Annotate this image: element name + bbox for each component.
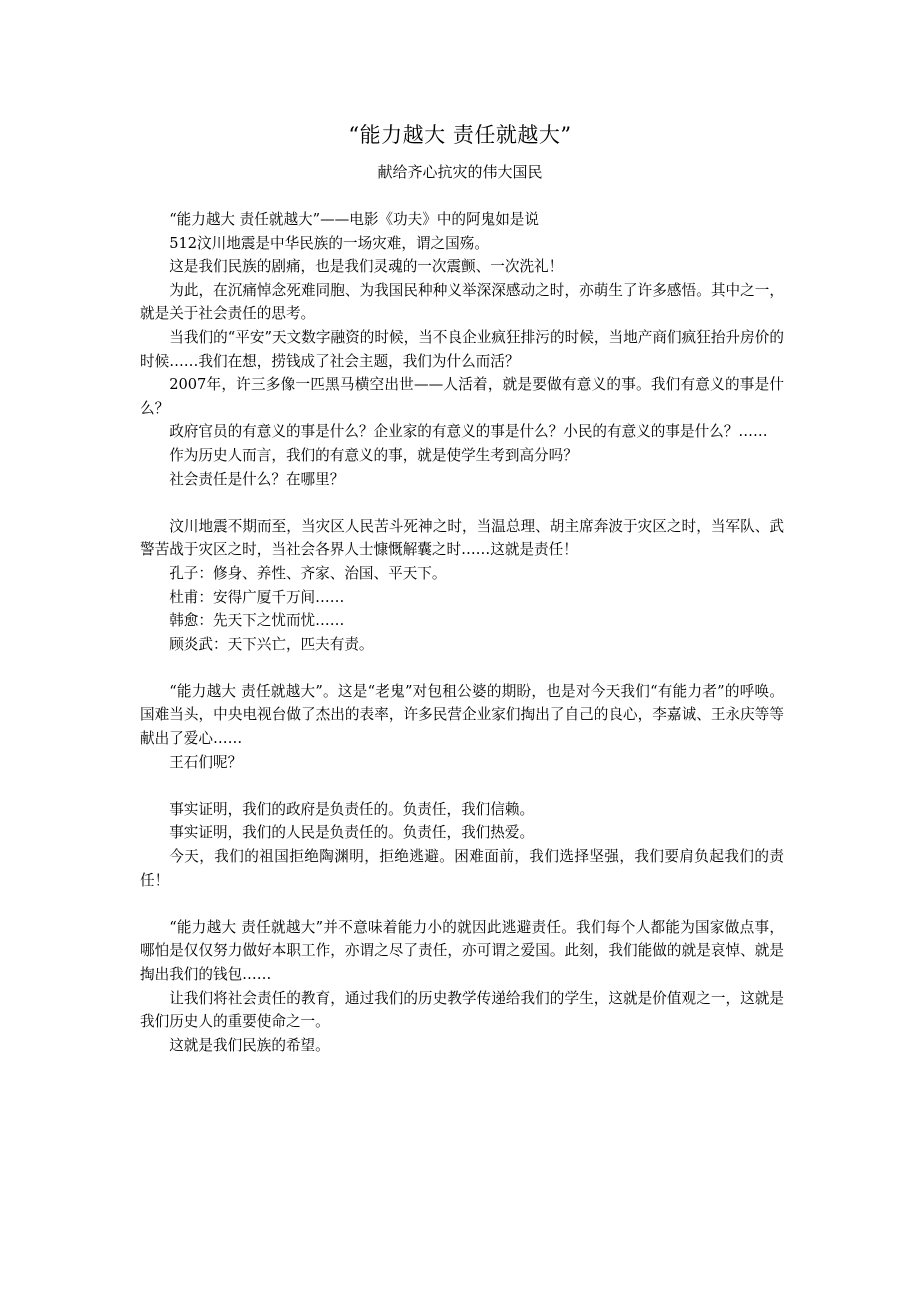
section-gap <box>140 491 784 515</box>
paragraph: 让我们将社会责任的教育，通过我们的历史教学传递给我们的学生，这就是价值观之一，这就是我们历史人的重要使命之一。 <box>140 989 784 1031</box>
section-ability <box>140 680 784 774</box>
section-gap <box>140 892 784 916</box>
section-gap <box>140 656 784 680</box>
section-facts <box>140 798 784 892</box>
document-title: “能力越大 责任就越大” <box>348 123 572 147</box>
quote-line: 杜甫：安得广厦千万间…… <box>169 588 345 606</box>
paragraph: 王石们呢？ <box>169 753 243 771</box>
document-body <box>140 208 784 1057</box>
section-conclusion <box>140 916 784 1058</box>
quote-line: 顾炎武：天下兴亡，匹夫有责。 <box>169 635 374 653</box>
paragraph: 这就是我们民族的希望。 <box>169 1036 330 1054</box>
quote-line: 孔子：修身、养性、齐家、治国、平天下。 <box>169 564 447 582</box>
section-gap <box>140 774 784 798</box>
paragraph: 汶川地震不期而至，当灾区人民苦斗死神之时，当温总理、胡主席奔波于灾区之时，当军队、武警苦战于灾区之时，当社会各界人士慷慨解囊之时……这就是责任！ <box>140 517 784 559</box>
paragraph: 512汶川地震是中华民族的一场灾难，谓之国殇。 <box>169 234 489 252</box>
quote-line: 韩愈：先天下之忧而忧…… <box>169 612 345 630</box>
paragraph: “能力越大 责任就越大”——电影《功夫》中的阿鬼如是说 <box>169 211 539 228</box>
document-subtitle: 献给齐心抗灾的伟大国民 <box>377 163 543 181</box>
paragraph: 为此，在沉痛悼念死难同胞、为我国民种种义举深深感动之时，亦萌生了许多感悟。其中之一，就是关于社会责任的思考。 <box>140 281 784 323</box>
paragraph: 这是我们民族的剧痛，也是我们灵魂的一次震颤、一次洗礼！ <box>169 258 564 276</box>
paragraph: 事实证明，我们的政府是负责任的。负责任，我们信赖。 <box>169 800 535 818</box>
paragraph: 作为历史人而言，我们的有意义的事，就是使学生考到高分吗？ <box>169 446 578 464</box>
paragraph: 今天，我们的祖国拒绝陶渊明，拒绝逃避。困难面前，我们选择坚强，我们要肩负起我们的责任！ <box>140 848 784 889</box>
section-intro <box>140 208 784 491</box>
paragraph: “能力越大 责任就越大”并不意味着能力小的就因此逃避责任。我们每个人都能为国家做点事，哪怕是仅仅努力做好本职工作，亦谓之尽了责任，亦可谓之爱国。此刻，我们能做的就是哀悼、就是掏出我们的钱包…… <box>140 918 784 983</box>
paragraph: “能力越大 责任就越大”。这是“老鬼”对包租公婆的期盼，也是对今天我们“有能力者”的呼唤。国难当头，中央电视台做了杰出的表率，许多民营企业家们掏出了自己的良心，李嘉诚、王永庆等等献出了爱心…… <box>140 682 784 748</box>
section-earthquake <box>140 515 784 657</box>
paragraph: 社会责任是什么？在哪里？ <box>169 470 345 488</box>
paragraph: 政府官员的有意义的事是什么？企业家的有意义的事是什么？小民的有意义的事是什么？…… <box>169 423 768 441</box>
paragraph: 当我们的“平安”天文数字融资的时候，当不良企业疯狂排污的时候，当地产商们疯狂抬升房价的时候……我们在想，捞钱成了社会主题，我们为什么而活？ <box>140 328 784 370</box>
paragraph: 2007年，许三多像一匹黑马横空出世——人活着，就是要做有意义的事。我们有意义的事是什么？ <box>140 376 784 417</box>
paragraph: 事实证明，我们的人民是负责任的。负责任，我们热爱。 <box>169 824 535 842</box>
